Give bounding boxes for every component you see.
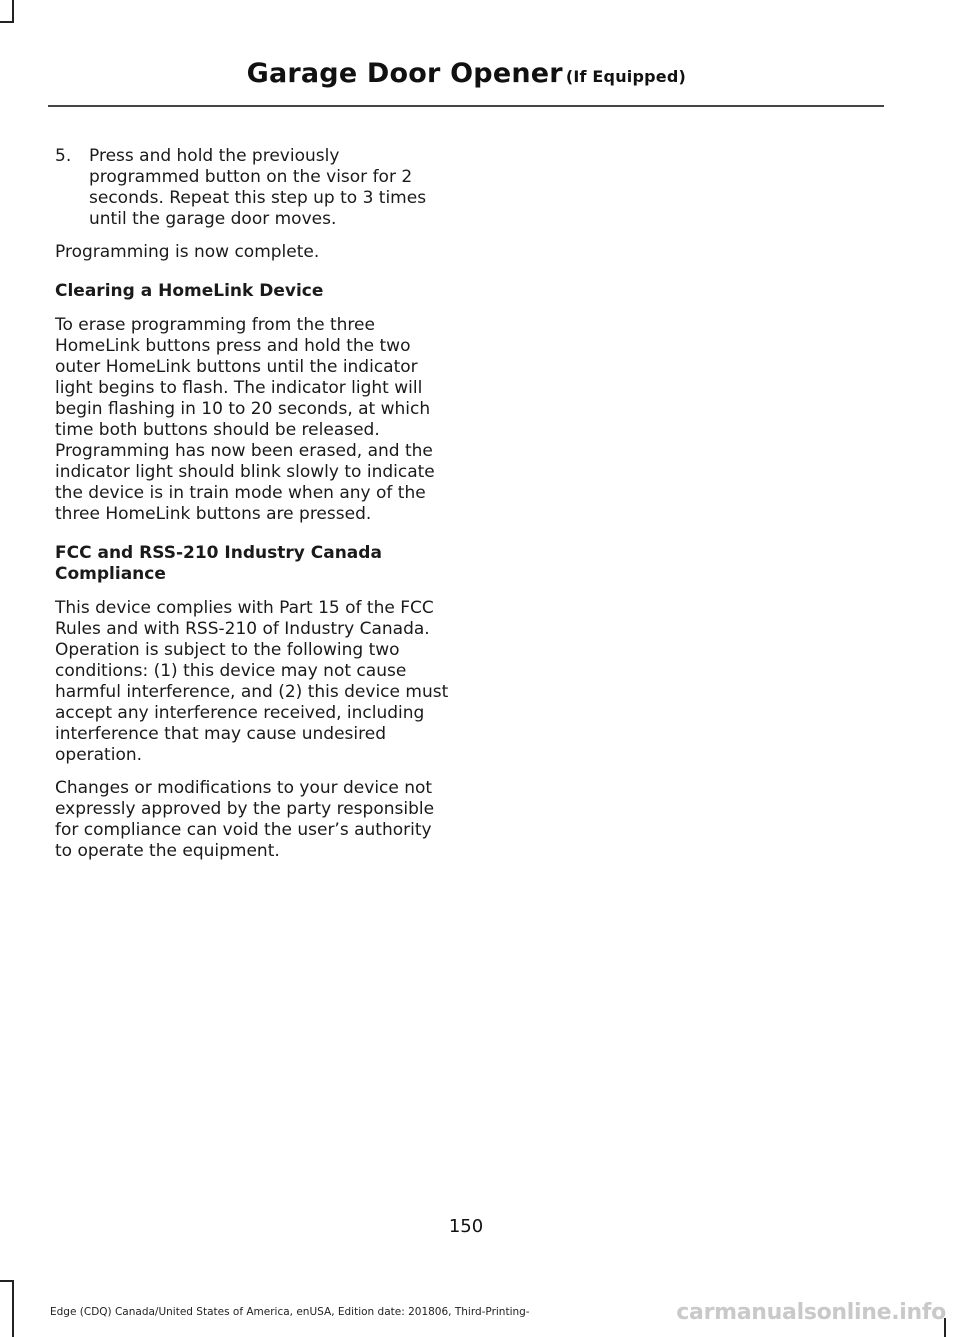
step-number: 5.: [55, 146, 72, 166]
main-text-column: [55, 146, 449, 862]
fcc-compliance-heading: FCC and RSS-210 Industry Canada Compliance: [55, 543, 382, 584]
crop-mark-top-left-horizontal: [0, 21, 14, 23]
fcc-compliance-text: This device complies with Part 15 of the FCC Rules and with RSS-210 of Industry Canada. Operation is subject to the following two conditions: (1) this device may not cause harmful interference, and (2) this device must accept any interference received, including interference that may cause undesired operation.: [55, 598, 449, 765]
page-number: 150: [448, 1216, 484, 1237]
programming-complete-text: Programming is now complete.: [55, 242, 320, 262]
crop-mark-bottom-left-horizontal: [0, 1280, 14, 1282]
changes-warning-text: Changes or modifications to your device not expressly approved by the party responsible for compliance can void the user’s authority to operate the equipment.: [55, 778, 435, 861]
clearing-homelink-heading: Clearing a HomeLink Device: [55, 281, 324, 301]
chapter-title: Garage Door Opener: [246, 58, 563, 89]
edition-footer: Edge (CDQ) Canada/United States of America, enUSA, Edition date: 201806, Third-Printing-: [50, 1306, 530, 1318]
watermark: carmanualsonline.info: [676, 1300, 946, 1325]
crop-mark-bottom-left-vertical: [12, 1280, 14, 1337]
step-text: Press and hold the previously programmed button on the visor for 2 seconds. Repeat this step up to 3 times until the garage door moves.: [89, 146, 427, 229]
chapter-subtitle: (If Equipped): [565, 67, 686, 86]
clearing-homelink-text: To erase programming from the three HomeLink buttons press and hold the two outer HomeLink buttons until the indicator light begins to flash. The indicator light will begin flashing in 10 to 20 seconds, at which time both buttons should be released. Programming has now been erased, and the indicator light should blink slowly to indicate the device is in train mode when any of the three HomeLink buttons are pressed.: [55, 315, 435, 524]
page-header-title: [247, 58, 686, 89]
step-5: [55, 146, 449, 230]
crop-mark-top-left-vertical: [12, 0, 14, 22]
header-rule: [48, 105, 884, 107]
